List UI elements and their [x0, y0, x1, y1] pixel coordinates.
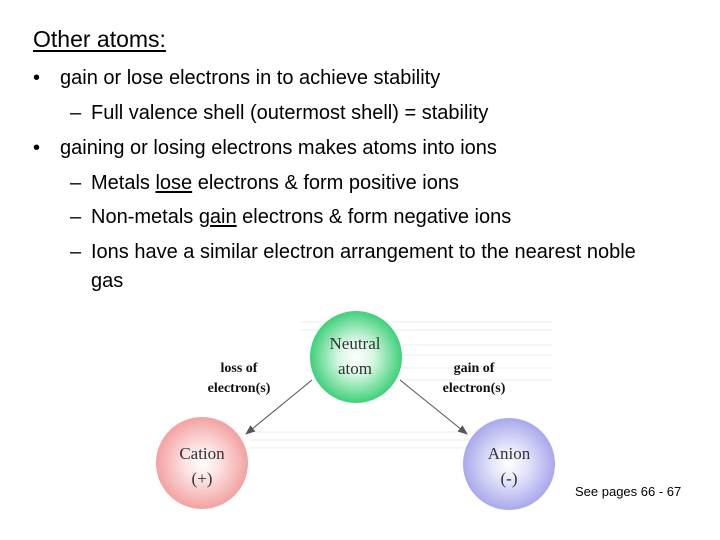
sub-item-post: electrons & form negative ions — [236, 206, 512, 228]
sub-item-text: Ions have a similar electron arrangement to the nearest noble — [91, 241, 636, 263]
dash-marker: – — [70, 102, 82, 124]
loss-label-2: electron(s) — [207, 381, 271, 396]
neutral-atom-circle — [310, 311, 402, 403]
bullet-text: gaining or losing electrons makes atoms into ions — [60, 137, 497, 159]
dash-marker: – — [70, 172, 82, 194]
cation-circle — [156, 417, 248, 509]
sub-item-text: Full valence shell (outermost shell) = stability — [91, 102, 489, 124]
sub-item-post: electrons & form positive ions — [192, 172, 459, 194]
bullet-text: gain or lose electrons in to achieve stability — [60, 67, 441, 89]
keyword-gain: gain — [198, 206, 237, 228]
neutral-label-2: atom — [338, 359, 372, 378]
gain-label-2: electron(s) — [442, 381, 506, 396]
neutral-label-1: Neutral — [329, 334, 381, 353]
anion-label-1: Anion — [487, 444, 531, 463]
dash-marker: – — [70, 206, 82, 228]
cation-label-2: (+) — [191, 469, 213, 488]
anion-label-2: (-) — [500, 469, 518, 488]
cation-label-1: Cation — [179, 444, 225, 463]
bullet-marker: • — [33, 67, 41, 89]
gain-label-1: gain of — [453, 361, 495, 376]
sub-item-pre: Non-metals — [91, 206, 199, 228]
keyword-lose: lose — [155, 172, 193, 194]
page-reference: See pages 66 - 67 — [575, 484, 682, 499]
dash-marker: – — [70, 241, 82, 263]
loss-label-1: loss of — [220, 361, 258, 376]
sub-item-pre: Metals — [91, 172, 156, 194]
anion-circle — [463, 418, 555, 510]
bullet-marker: • — [33, 137, 41, 159]
sub-item-4-continuation: gas — [91, 270, 124, 292]
slide-title: Other atoms: — [33, 26, 166, 52]
